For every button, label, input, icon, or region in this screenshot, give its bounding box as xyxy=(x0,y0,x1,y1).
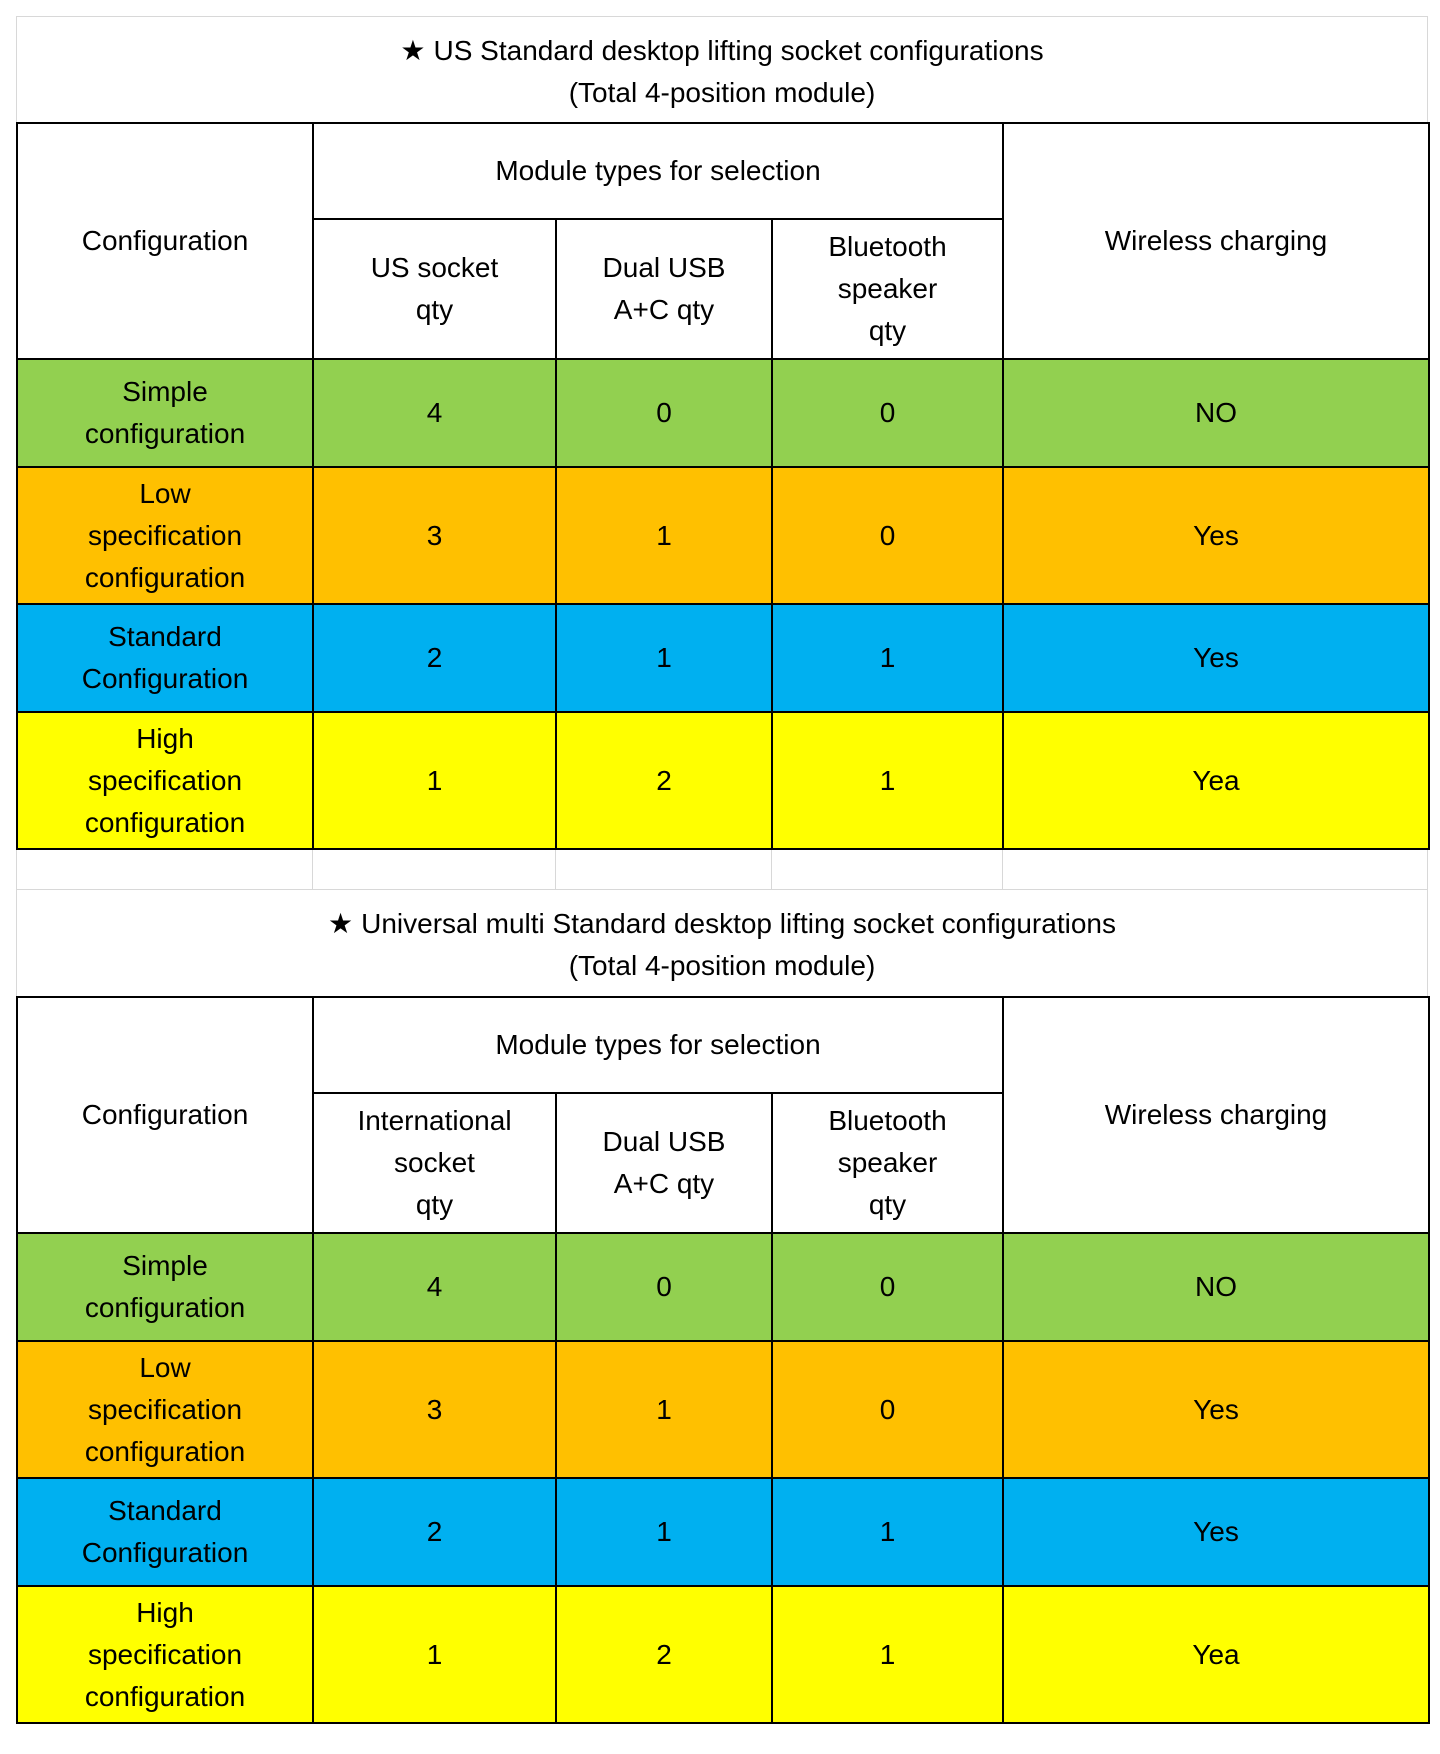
cell-usb-qty: 1 xyxy=(556,467,772,604)
row-label: Low specification configuration xyxy=(17,1341,313,1478)
cell-usb-qty: 1 xyxy=(556,1341,772,1478)
title-line-2: (Total 4-position module) xyxy=(568,950,876,981)
cell-wireless: Yea xyxy=(1003,712,1429,849)
header-bluetooth-speaker-qty: Bluetooth speaker qty xyxy=(772,219,1003,359)
header-configuration: Configuration xyxy=(17,997,313,1233)
cell-speaker-qty: 0 xyxy=(772,467,1003,604)
star-icon: ★ xyxy=(328,908,354,939)
cell-socket-qty: 3 xyxy=(313,1341,556,1478)
cell-usb-qty: 2 xyxy=(556,1586,772,1723)
cell-usb-qty: 0 xyxy=(556,359,772,467)
header-module-types: Module types for selection xyxy=(313,997,1003,1093)
row-label: Standard Configuration xyxy=(17,1478,313,1586)
cell-wireless: NO xyxy=(1003,359,1429,467)
grid-line xyxy=(555,850,556,889)
table-row-high xyxy=(17,1586,1429,1723)
cell-speaker-qty: 0 xyxy=(772,359,1003,467)
table-title-universal xyxy=(16,890,1428,996)
table-title-us xyxy=(16,16,1428,122)
header-wireless-charging: Wireless charging xyxy=(1003,123,1429,359)
cell-speaker-qty: 0 xyxy=(772,1341,1003,1478)
table-row-high xyxy=(17,712,1429,849)
cell-speaker-qty: 1 xyxy=(772,1586,1003,1723)
title-line-1: ★ US Standard desktop lifting socket configurations xyxy=(400,35,1044,66)
table-row-simple xyxy=(17,359,1429,467)
cell-usb-qty: 2 xyxy=(556,712,772,849)
cell-usb-qty: 0 xyxy=(556,1233,772,1341)
config-table-universal xyxy=(16,996,1430,1724)
header-dual-usb-qty: Dual USB A+C qty xyxy=(556,1093,772,1233)
cell-socket-qty: 3 xyxy=(313,467,556,604)
table-row-standard xyxy=(17,1478,1429,1586)
row-label: Simple configuration xyxy=(17,359,313,467)
row-label: High specification configuration xyxy=(17,712,313,849)
header-module-types: Module types for selection xyxy=(313,123,1003,219)
cell-wireless: Yes xyxy=(1003,604,1429,712)
table-row-standard xyxy=(17,604,1429,712)
header-us-socket-qty: US socket qty xyxy=(313,219,556,359)
header-configuration: Configuration xyxy=(17,123,313,359)
row-label: Standard Configuration xyxy=(17,604,313,712)
header-dual-usb-qty: Dual USB A+C qty xyxy=(556,219,772,359)
grid-line xyxy=(312,850,313,889)
cell-usb-qty: 1 xyxy=(556,1478,772,1586)
cell-wireless: Yes xyxy=(1003,1341,1429,1478)
row-label: Low specification configuration xyxy=(17,467,313,604)
cell-socket-qty: 4 xyxy=(313,1233,556,1341)
empty-row-spacer xyxy=(16,850,1428,890)
cell-socket-qty: 2 xyxy=(313,1478,556,1586)
cell-speaker-qty: 1 xyxy=(772,604,1003,712)
grid-line xyxy=(771,850,772,889)
spreadsheet xyxy=(16,16,1428,1724)
table-row-low xyxy=(17,1341,1429,1478)
row-label: Simple configuration xyxy=(17,1233,313,1341)
header-international-socket-qty: International socket qty xyxy=(313,1093,556,1233)
cell-usb-qty: 1 xyxy=(556,604,772,712)
cell-wireless: Yea xyxy=(1003,1586,1429,1723)
row-label: High specification configuration xyxy=(17,1586,313,1723)
cell-wireless: Yes xyxy=(1003,1478,1429,1586)
title-line-1: ★ Universal multi Standard desktop lifting socket configurations xyxy=(328,908,1116,939)
grid-line xyxy=(1002,850,1003,889)
header-wireless-charging: Wireless charging xyxy=(1003,997,1429,1233)
cell-speaker-qty: 0 xyxy=(772,1233,1003,1341)
cell-socket-qty: 2 xyxy=(313,604,556,712)
star-icon: ★ xyxy=(400,35,426,66)
table-row-low xyxy=(17,467,1429,604)
table-row-simple xyxy=(17,1233,1429,1341)
config-table-us xyxy=(16,122,1430,850)
cell-wireless: NO xyxy=(1003,1233,1429,1341)
cell-wireless: Yes xyxy=(1003,467,1429,604)
cell-socket-qty: 1 xyxy=(313,1586,556,1723)
cell-speaker-qty: 1 xyxy=(772,1478,1003,1586)
cell-socket-qty: 4 xyxy=(313,359,556,467)
title-line-2: (Total 4-position module) xyxy=(568,77,876,108)
cell-speaker-qty: 1 xyxy=(772,712,1003,849)
cell-socket-qty: 1 xyxy=(313,712,556,849)
header-bluetooth-speaker-qty: Bluetooth speaker qty xyxy=(772,1093,1003,1233)
